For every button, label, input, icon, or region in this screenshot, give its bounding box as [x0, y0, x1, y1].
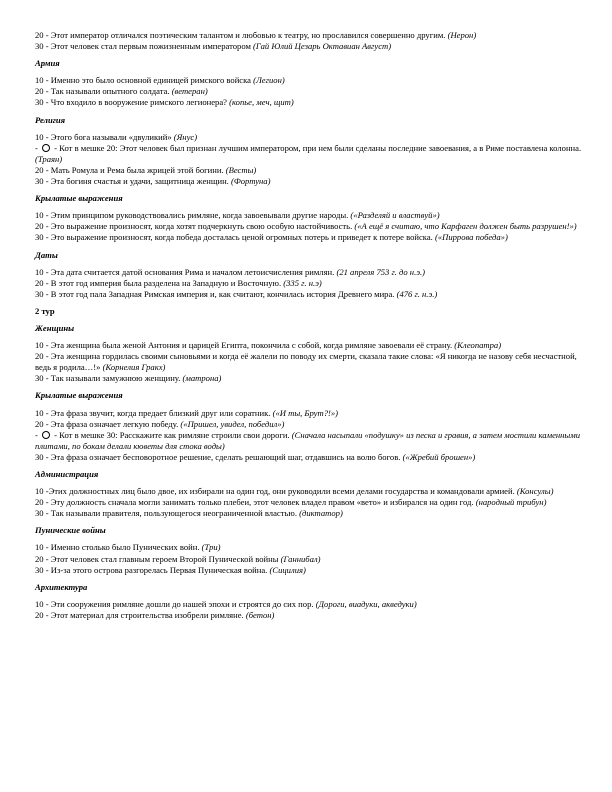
section-heading: Архитектура [35, 581, 88, 592]
question-line: 10 -Этих должностных лиц было двое, их избирали на один год, они руководили всеми делами государства и командовали армией. (Консулы) [35, 486, 554, 497]
answer: (Ганнибал) [280, 553, 321, 564]
question-line: 10 - Эта дата считается датой основания Рима и началом летоисчисления римлян. (21 апреля 753 г. до н.э.) [35, 266, 426, 277]
circle-icon [42, 431, 50, 439]
question-line: 10 - Этим принципом руководствовались римляне, когда завоевывали другие народы. («Разделяй и властвуй») [35, 210, 440, 221]
question-line: 20 - Так называли опытного солдата. (ветеран) [35, 86, 208, 97]
section-heading: Крылатые выражения [35, 193, 123, 204]
answer: (Сицилия) [269, 564, 306, 575]
answer: (Консулы) [516, 486, 554, 497]
document-page [35, 30, 585, 621]
answer: (Траян) [35, 153, 63, 164]
question-line: 30 - Так называли замужнюю женщину. (матрона) [35, 373, 222, 384]
answer: («Пришел, увидел, победил») [180, 418, 285, 429]
kot-v-meshke-line: - - Кот в мешке 30: Расскажите как римляне строили свои дороги. (Сначала насыпали «подушку» из песка и гравия, а затем мостили каменными плитами, по бокам делали кюветы для стока воды) [35, 429, 581, 451]
answer: (диктатор) [299, 508, 343, 519]
section-heading: Женщины [35, 322, 75, 333]
question-line: 10 - Эта женщина была женой Антония и царицей Египта, покончила с собой, когда римляне завоевали её страну. (Клеопатра) [35, 340, 502, 351]
answer: («Разделяй и властвуй») [350, 210, 440, 221]
question-line: 20 - Этот император отличался поэтическим талантом и любовью к театру, но прославился совершенно другим. (Нерон) [35, 30, 477, 40]
answer: (21 апреля 753 г. до н.э.) [336, 266, 426, 277]
answer: («Жребий брошен») [402, 451, 476, 462]
answer: (Нерон) [447, 30, 477, 40]
question-line: 20 - Эта женщина гордилась своими сыновьями и когда её жалели по поводу их смерти, сказала такие слова: «Я никогда не назову себя несчастной, ведь я родила…!» (Корнелия Гракх) [35, 351, 577, 373]
answer: (Корнелия Гракх) [102, 362, 166, 373]
kot-v-meshke-line: - - Кот в мешке 20: Этот человек был признан лучшим императором, при нем были сделаны последние завоевания, а в Риме поставлена колонна. (Траян) [35, 142, 582, 164]
answer: (Гай Юлий Цезарь Октавиан Август) [253, 41, 392, 52]
answer: (Янус) [173, 131, 198, 142]
question-line: 20 - Это выражение произносят, когда хотят подчеркнуть свою особую настойчивость. («А ещё я считаю, что Карфаген должен быть разрушен!») [35, 221, 577, 232]
circle-icon [42, 144, 50, 152]
question-line: 20 - Этот человек стал главным героем Второй Пунической войны (Ганнибал) [35, 553, 321, 564]
section-heading: Армия [35, 58, 60, 69]
answer: (476 г. н.э.) [396, 288, 438, 299]
question-line: 30 - Это выражение произносят, когда победа досталась ценой огромных потерь и приведет к потере войска. («Пиррова победа») [35, 232, 508, 243]
question-line: 30 - Так называли правителя, пользующегося неограниченной властью. (диктатор) [35, 508, 343, 519]
question-line: 30 - Эта фраза означает бесповоротное решение, сделать решающий шаг, отдавшись на волю богов. («Жребий брошен») [35, 451, 476, 462]
question-line: 30 - Этот человек стал первым пожизненным императором (Гай Юлий Цезарь Октавиан Август) [35, 41, 392, 52]
answer: («И ты, Брут?!») [272, 407, 339, 418]
question-line: 10 - Именно это было основной единицей римского войска (Легион) [35, 75, 285, 86]
question-line: 20 - Эту должность сначала могли занимать только плебеи, этот человек владел правом «вето» и избирался на один год. (народный трибун) [35, 497, 547, 508]
answer: (Сначала насыпали «подушку» из песка и гравия, а затем мостили каменными плитами, по бокам делали кюветы для стока воды) [35, 429, 581, 451]
question-line: 10 - Эти сооружения римляне дошли до нашей эпохи и строятся до сих пор. (Дороги, виадуки, акведуки) [35, 598, 417, 609]
answer: (копье, меч, щит) [229, 97, 294, 108]
question-line: 20 - В этот год империя была разделена на Западную и Восточную. (335 г. н.э) [35, 277, 322, 288]
question-line: 30 - Что входило в вооружение римского легионера? (копье, меч, щит) [35, 97, 294, 108]
answer: (Легион) [253, 75, 285, 86]
answer: (Три) [201, 542, 221, 553]
question-line: 20 - Этот материал для строительства изобрели римляне. (бетон) [35, 609, 275, 620]
question-line: 10 - Эта фраза звучит, когда предает близкий друг или соратник. («И ты, Брут?!») [35, 407, 339, 418]
question-line: 10 - Именно столько было Пунических войн. (Три) [35, 542, 221, 553]
answer: («Пиррова победа») [434, 232, 508, 243]
section-heading: Крылатые выражения [35, 390, 123, 401]
question-line: 20 - Мать Ромула и Рема была жрицей этой богини. (Весты) [35, 164, 257, 175]
answer: (бетон) [245, 609, 275, 620]
answer: (335 г. н.э) [283, 277, 322, 288]
answer: (народный трибун) [475, 497, 547, 508]
answer: (ветеран) [171, 86, 208, 97]
section-heading: Администрация [35, 469, 99, 479]
answer: («А ещё я считаю, что Карфаген должен быть разрушен!») [354, 221, 577, 232]
answer: (Фортуна) [230, 176, 271, 187]
round-title: 2 тур [35, 305, 55, 316]
answer: (Клеопатра) [454, 340, 502, 351]
question-line: 30 - Из-за этого острова разгорелась Первая Пуническая война. (Сицилия) [35, 564, 306, 575]
answer: (Весты) [225, 164, 257, 175]
section-heading: Даты [35, 249, 58, 260]
section-heading: Религия [35, 114, 66, 125]
answer: (матрона) [182, 373, 222, 384]
question-line: 30 - В этот год пала Западная Римская империя и, как считают, кончилась история Древнего мира. (476 г. н.э.) [35, 288, 438, 299]
question-line: 10 - Этого бога называли «двуликий» (Янус) [35, 131, 198, 142]
question-line: 30 - Эта богиня счастья и удачи, защитница женщин. (Фортуна) [35, 176, 271, 187]
answer: (Дороги, виадуки, акведуки) [315, 598, 417, 609]
section-heading: Пунические войны [35, 525, 106, 536]
question-line: 20 - Эта фраза означает легкую победу. («Пришел, увидел, победил») [35, 418, 285, 429]
